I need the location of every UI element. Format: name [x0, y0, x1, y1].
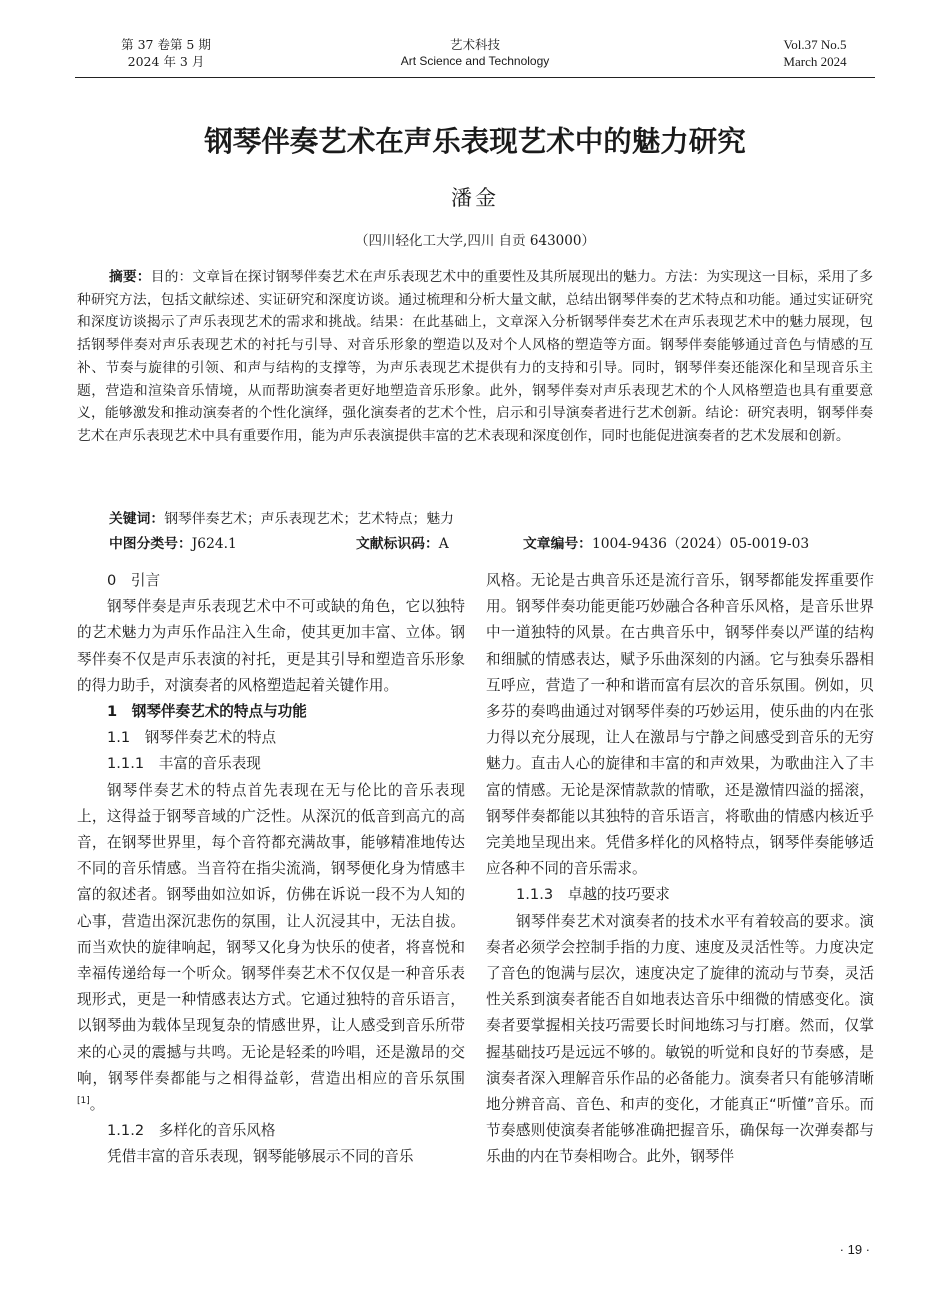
journal-name-en: Art Science and Technology — [400, 54, 550, 68]
keywords — [109, 508, 454, 530]
article-title: 钢琴伴奏艺术在声乐表现艺术中的魅力研究 — [204, 125, 746, 158]
journal-name — [375, 36, 575, 70]
document-code-value: A — [438, 536, 449, 552]
page-number: · 19 · — [839, 1242, 870, 1257]
keywords-text: 钢琴伴奏艺术；声乐表现艺术；艺术特点；魅力 — [164, 511, 454, 527]
paragraph-1-1-1 — [77, 778, 465, 1119]
paragraph-1-1-3: 钢琴伴奏艺术对演奏者的技术水平有着较高的要求。演奏者必须学会控制手指的力度、速度及灵活性等。力度决定了音色的饱满与层次，速度决定了旋律的流动与节奏，灵活性关系到演奏者能否自如地表达音乐中细微的情感变化。演奏者要掌握相关技巧需要长时间地练习与打磨。然而，仅掌握基础技巧是远远不够的。敏锐的听觉和良好的节奏感，是演奏者深入理解音乐作品的必备能力。演奏者只有能够清晰地分辨音高、音色、和声的变化，才能真正“听懂”音乐。而节奏感则使演奏者能够准确把握音乐，确保每一次弹奏都与乐曲的内在节奏相吻合。此外，钢琴伴 — [486, 912, 874, 1166]
volume-issue-en: Vol.37 No.5 — [783, 37, 847, 52]
document-code-label: 文献标识码： — [356, 536, 439, 552]
subsection-heading-1-1: 1.1 钢琴伴奏艺术的特点 — [107, 729, 277, 747]
paragraph-1-1-1-end: 。 — [89, 1096, 105, 1114]
publication-date-en: March 2024 — [783, 54, 847, 69]
journal-name-cn: 艺术科技 — [449, 37, 500, 52]
publication-date: 2024 年 3 月 — [127, 54, 205, 69]
subsubsection-heading-1-1-3: 1.1.3 卓越的技巧要求 — [516, 886, 670, 904]
subsubsection-heading-1-1-2: 1.1.2 多样化的音乐风格 — [107, 1122, 276, 1140]
journal-issue-en — [760, 36, 870, 70]
abstract — [77, 266, 873, 448]
citation-1[interactable]: [1] — [77, 1096, 90, 1107]
body-column-left — [77, 568, 465, 1171]
subsubsection-heading-1-1-1: 1.1.1 丰富的音乐表现 — [107, 755, 261, 773]
paragraph-1-1-2: 凭借丰富的音乐表现，钢琴能够展示不同的音乐 — [107, 1148, 414, 1166]
section-heading-1: 1 钢琴伴奏艺术的特点与功能 — [107, 703, 307, 721]
affiliation: （四川轻化工大学,四川 自贡 643000） — [355, 233, 595, 249]
paragraph-1-1-1-text: 钢琴伴奏艺术的特点首先表现在无与伦比的音乐表现上，这得益于钢琴音域的广泛性。从深沉的低音到高亢的高音，在钢琴世界里，每个音符都充满故事，能够精准地传达不同的音乐情感。当音符在指尖流淌，钢琴便化身为情感丰富的叙述者。钢琴曲如泣如诉，仿佛在诉说一段不为人知的心事，营造出深沉悲伤的氛围，让人沉浸其中，无法自拔。而当欢快的旋律响起，钢琴又化身为快乐的使者，将喜悦和幸福传递给每一个听众。钢琴伴奏艺术不仅仅是一种音乐表现形式，更是一种情感表达方式。它通过独特的音乐语言，以钢琴曲为载体呈现复杂的情感世界，让人感受到音乐所带来的心灵的震撼与共鸣。无论是轻柔的吟唱，还是激昂的交响，钢琴伴奏都能与之相得益彰，营造出相应的音乐氛围 — [77, 781, 465, 1087]
section-heading-introduction: 0 引言 — [107, 572, 161, 589]
clc-value: J624.1 — [191, 536, 237, 552]
article-number — [523, 533, 809, 555]
journal-issue — [106, 36, 226, 70]
clc-number — [109, 533, 237, 555]
article-number-value: 1004-9436（2024）05-0019-03 — [591, 536, 810, 552]
clc-label: 中图分类号： — [109, 536, 192, 552]
paragraph-introduction: 钢琴伴奏是声乐表现艺术中不可或缺的角色，它以独特的艺术魅力为声乐作品注入生命，使其更加丰富、立体。钢琴伴奏不仅是声乐表演的衬托，更是其引导和塑造音乐形象的得力助手，对演奏者的风格塑造起着关键作用。 — [77, 598, 465, 694]
keywords-label: 关键词： — [109, 511, 165, 527]
volume-issue: 第 37 卷第 5 期 — [121, 37, 211, 52]
body-column-right — [486, 568, 874, 1171]
paragraph-1-1-2-continued: 风格。无论是古典音乐还是流行音乐，钢琴都能发挥重要作用。钢琴伴奏功能更能巧妙融合各种音乐风格，是音乐世界中一道独特的风景。在古典音乐中，钢琴伴奏以严谨的结构和细腻的情感表达，赋予乐曲深刻的内涵。它与独奏乐器相互呼应，营造了一种和谐而富有层次的音乐氛围。例如，贝多芬的奏鸣曲通过对钢琴伴奏的巧妙运用，使乐曲的内在张力得以充分展现，让人在激昂与宁静之间感受到音乐的无穷魅力。直击人心的旋律和丰富的和声效果，为歌曲注入了丰富的情感。无论是深情款款的情歌，还是激情四溢的摇滚，钢琴伴奏都能以其独特的音乐语言，将歌曲的情感内核近乎完美地呈现出来。凭借多样化的风格特点，钢琴伴奏能够适应各种不同的音乐需求。 — [486, 572, 874, 878]
document-code — [356, 533, 449, 555]
author: 潘金 — [451, 186, 499, 210]
article-number-label: 文章编号： — [523, 536, 592, 552]
header-rule — [75, 77, 875, 78]
abstract-text: 目的：文章旨在探讨钢琴伴奏艺术在声乐表现艺术中的重要性及其所展现出的魅力。方法：为实现这一目标，采用了多种研究方法，包括文献综述、实证研究和深度访谈。通过梳理和分析大量文献，总结出钢琴伴奏的艺术特点和功能。通过实证研究和深度访谈揭示了声乐表现艺术的需求和挑战。结果：在此基础上，文章深入分析钢琴伴奏艺术在声乐表现艺术中的魅力展现，包括钢琴伴奏对声乐表现艺术的衬托与引导、对音乐形象的塑造以及对个人风格的塑造等方面。钢琴伴奏能够通过音色与情感的互补、节奏与旋律的引领、和声与结构的支撑等，为声乐表现艺术提供有力的支持和引导。同时，钢琴伴奏还能深化和呈现音乐主题，营造和渲染音乐情境，从而帮助演奏者更好地塑造音乐形象。此外，钢琴伴奏对声乐表现艺术的个人风格塑造也具有重要意义，能够激发和推动演奏者的个性化演绎，强化演奏者的艺术个性，启示和引导演奏者进行艺术创新。结论：研究表明，钢琴伴奏艺术在声乐表现艺术中具有重要作用，能为声乐表演提供丰富的艺术表现和深度创作，同时也能促进演奏者的艺术发展和创新。 — [77, 269, 874, 444]
abstract-label: 摘要： — [109, 269, 151, 285]
